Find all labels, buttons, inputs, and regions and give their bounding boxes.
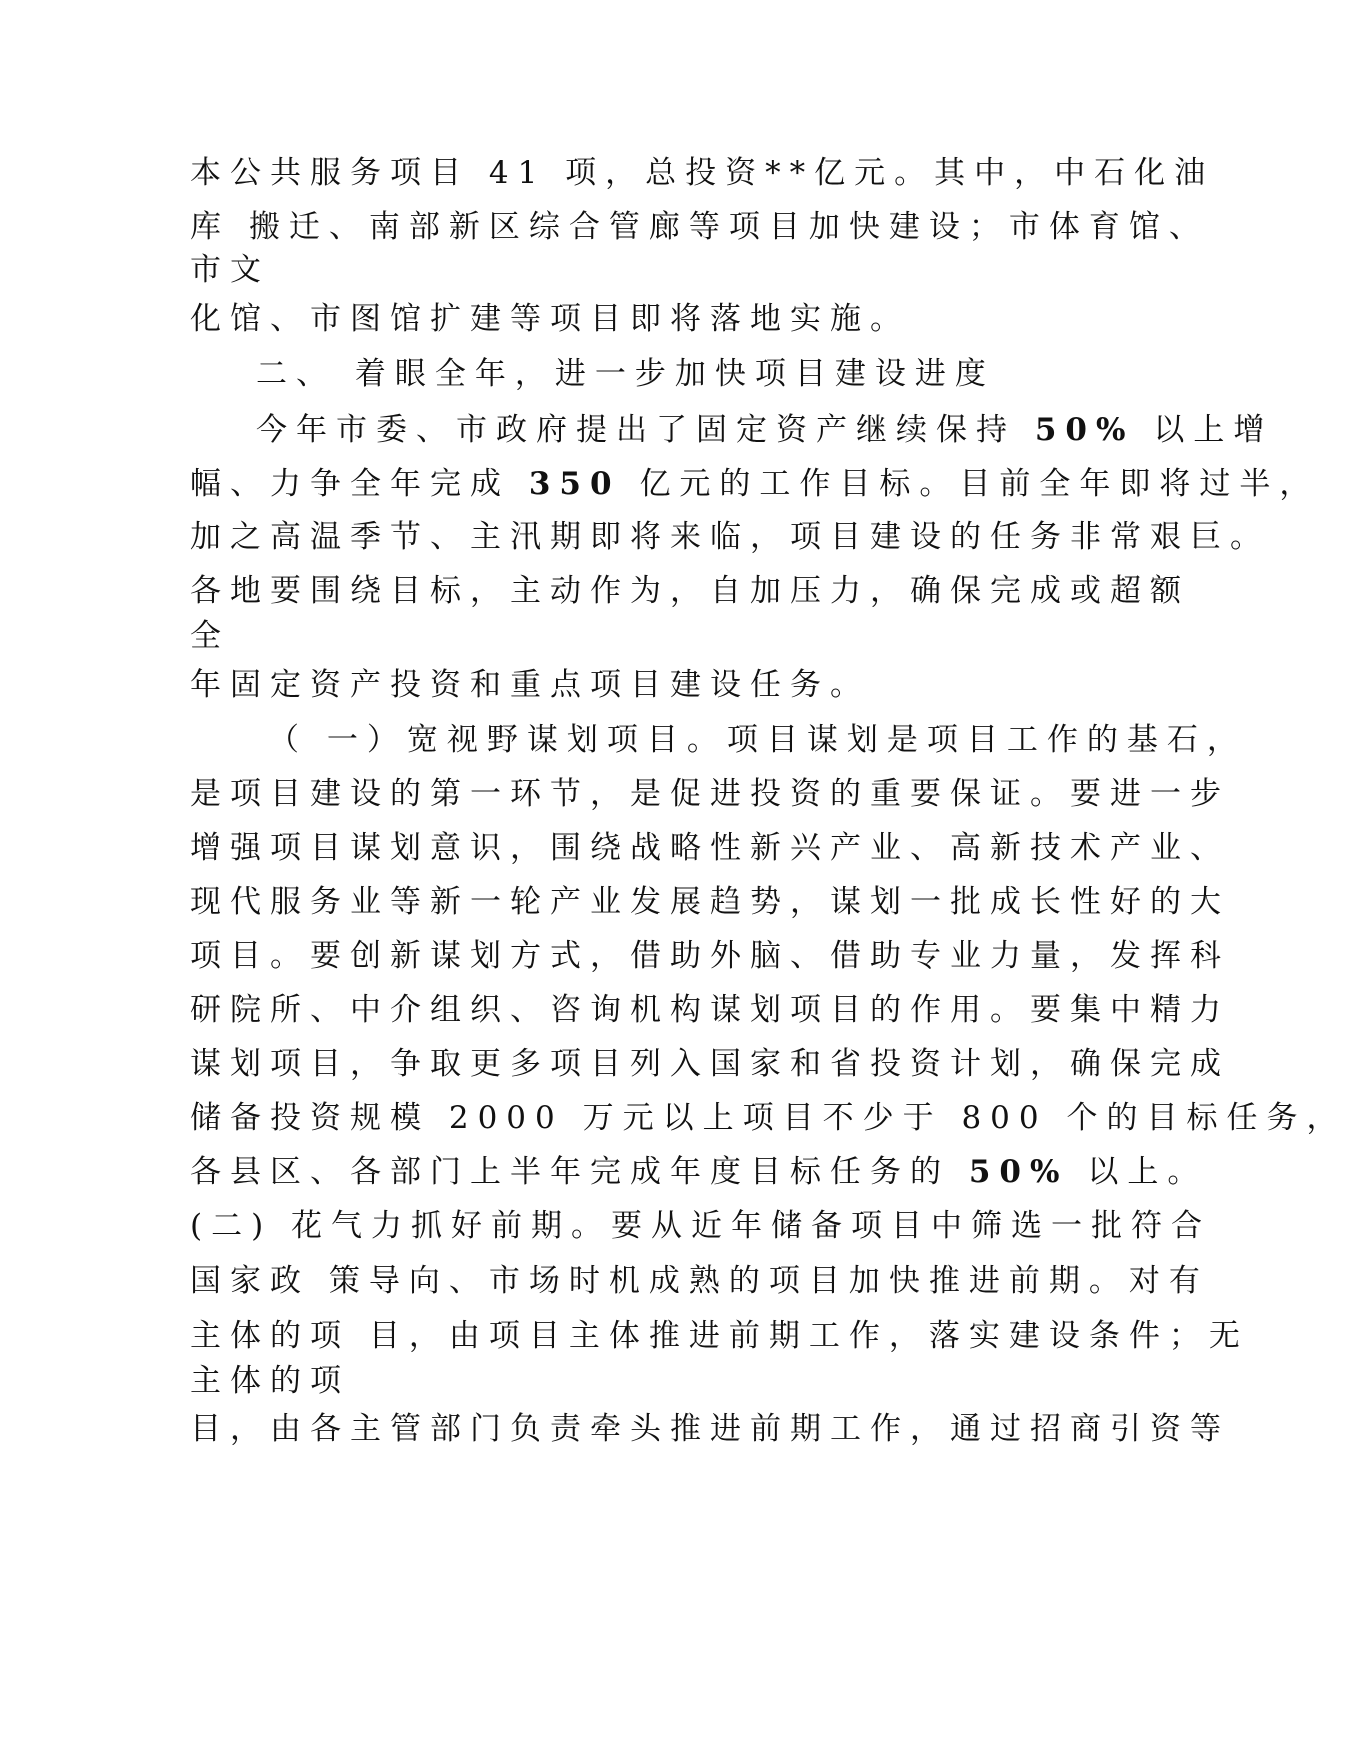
text-segment: 亿元的工作目标。目前全年即将过半，	[639, 466, 1320, 502]
text-line	[256, 410, 1273, 450]
text-segment: 幅、力争全年完成	[190, 466, 510, 502]
text-line: 主体的项 目，由项目主体推进前期工作，落实建设条件；无	[190, 1318, 1249, 1354]
text-line: 主体的项	[190, 1363, 350, 1399]
text-line: 全	[190, 618, 230, 654]
subsection-paragraph-start: (二) 花气力抓好前期。要从近年储备项目中筛选一批符合	[190, 1208, 1212, 1244]
text-line: 现代服务业等新一轮产业发展趋势，谋划一批成长性好的大	[190, 884, 1230, 920]
text-line	[190, 464, 1319, 504]
text-line: 研院所、中介组织、咨询机构谋划项目的作用。要集中精力	[190, 992, 1230, 1028]
text-line: 谋划项目，争取更多项目列入国家和省投资计划，确保完成	[190, 1046, 1230, 1082]
emphasis-figure: 50%	[968, 1154, 1069, 1190]
text-line: 年固定资产投资和重点项目建设任务。	[190, 667, 870, 703]
text-line: 化馆、市图馆扩建等项目即将落地实施。	[190, 301, 910, 337]
text-line: 是项目建设的第一环节，是促进投资的重要保证。要进一步	[190, 776, 1230, 812]
subsection-paragraph-start: （ 一）宽视野谋划项目。项目谋划是项目工作的基石，	[268, 722, 1247, 758]
emphasis-figure: 350	[528, 466, 621, 502]
text-line: 储备投资规模 2000 万元以上项目不少于 800 个的目标任务，	[190, 1100, 1346, 1136]
text-line: 库 搬迁、南部新区综合管廊等项目加快建设；市体育馆、	[190, 209, 1209, 245]
text-segment: 以上增	[1153, 412, 1274, 448]
text-line: 加之高温季节、主汛期即将来临，项目建设的任务非常艰巨。	[190, 519, 1270, 555]
text-line: 本公共服务项目 41 项，总投资**亿元。其中，中石化油	[190, 155, 1215, 191]
text-line: 目，由各主管部门负责牵头推进前期工作，通过招商引资等	[190, 1411, 1230, 1447]
text-segment: 今年市委、市政府提出了固定资产继续保持	[256, 412, 1016, 448]
text-line: 市文	[190, 252, 270, 288]
text-line: 项目。要创新谋划方式，借助外脑、借助专业力量，发挥科	[190, 938, 1230, 974]
text-line	[190, 1152, 1207, 1192]
text-segment: 各县区、各部门上半年完成年度目标任务的	[190, 1154, 950, 1190]
text-line: 各地要围绕目标，主动作为，自加压力，确保完成或超额	[190, 573, 1190, 609]
text-segment: 以上。	[1087, 1154, 1208, 1190]
section-heading: 二、 着眼全年，进一步加快项目建设进度	[256, 356, 995, 392]
emphasis-figure: 50%	[1034, 412, 1135, 448]
text-line: 国家政 策导向、市场时机成熟的项目加快推进前期。对有	[190, 1263, 1209, 1299]
text-line: 增强项目谋划意识，围绕战略性新兴产业、高新技术产业、	[190, 830, 1230, 866]
